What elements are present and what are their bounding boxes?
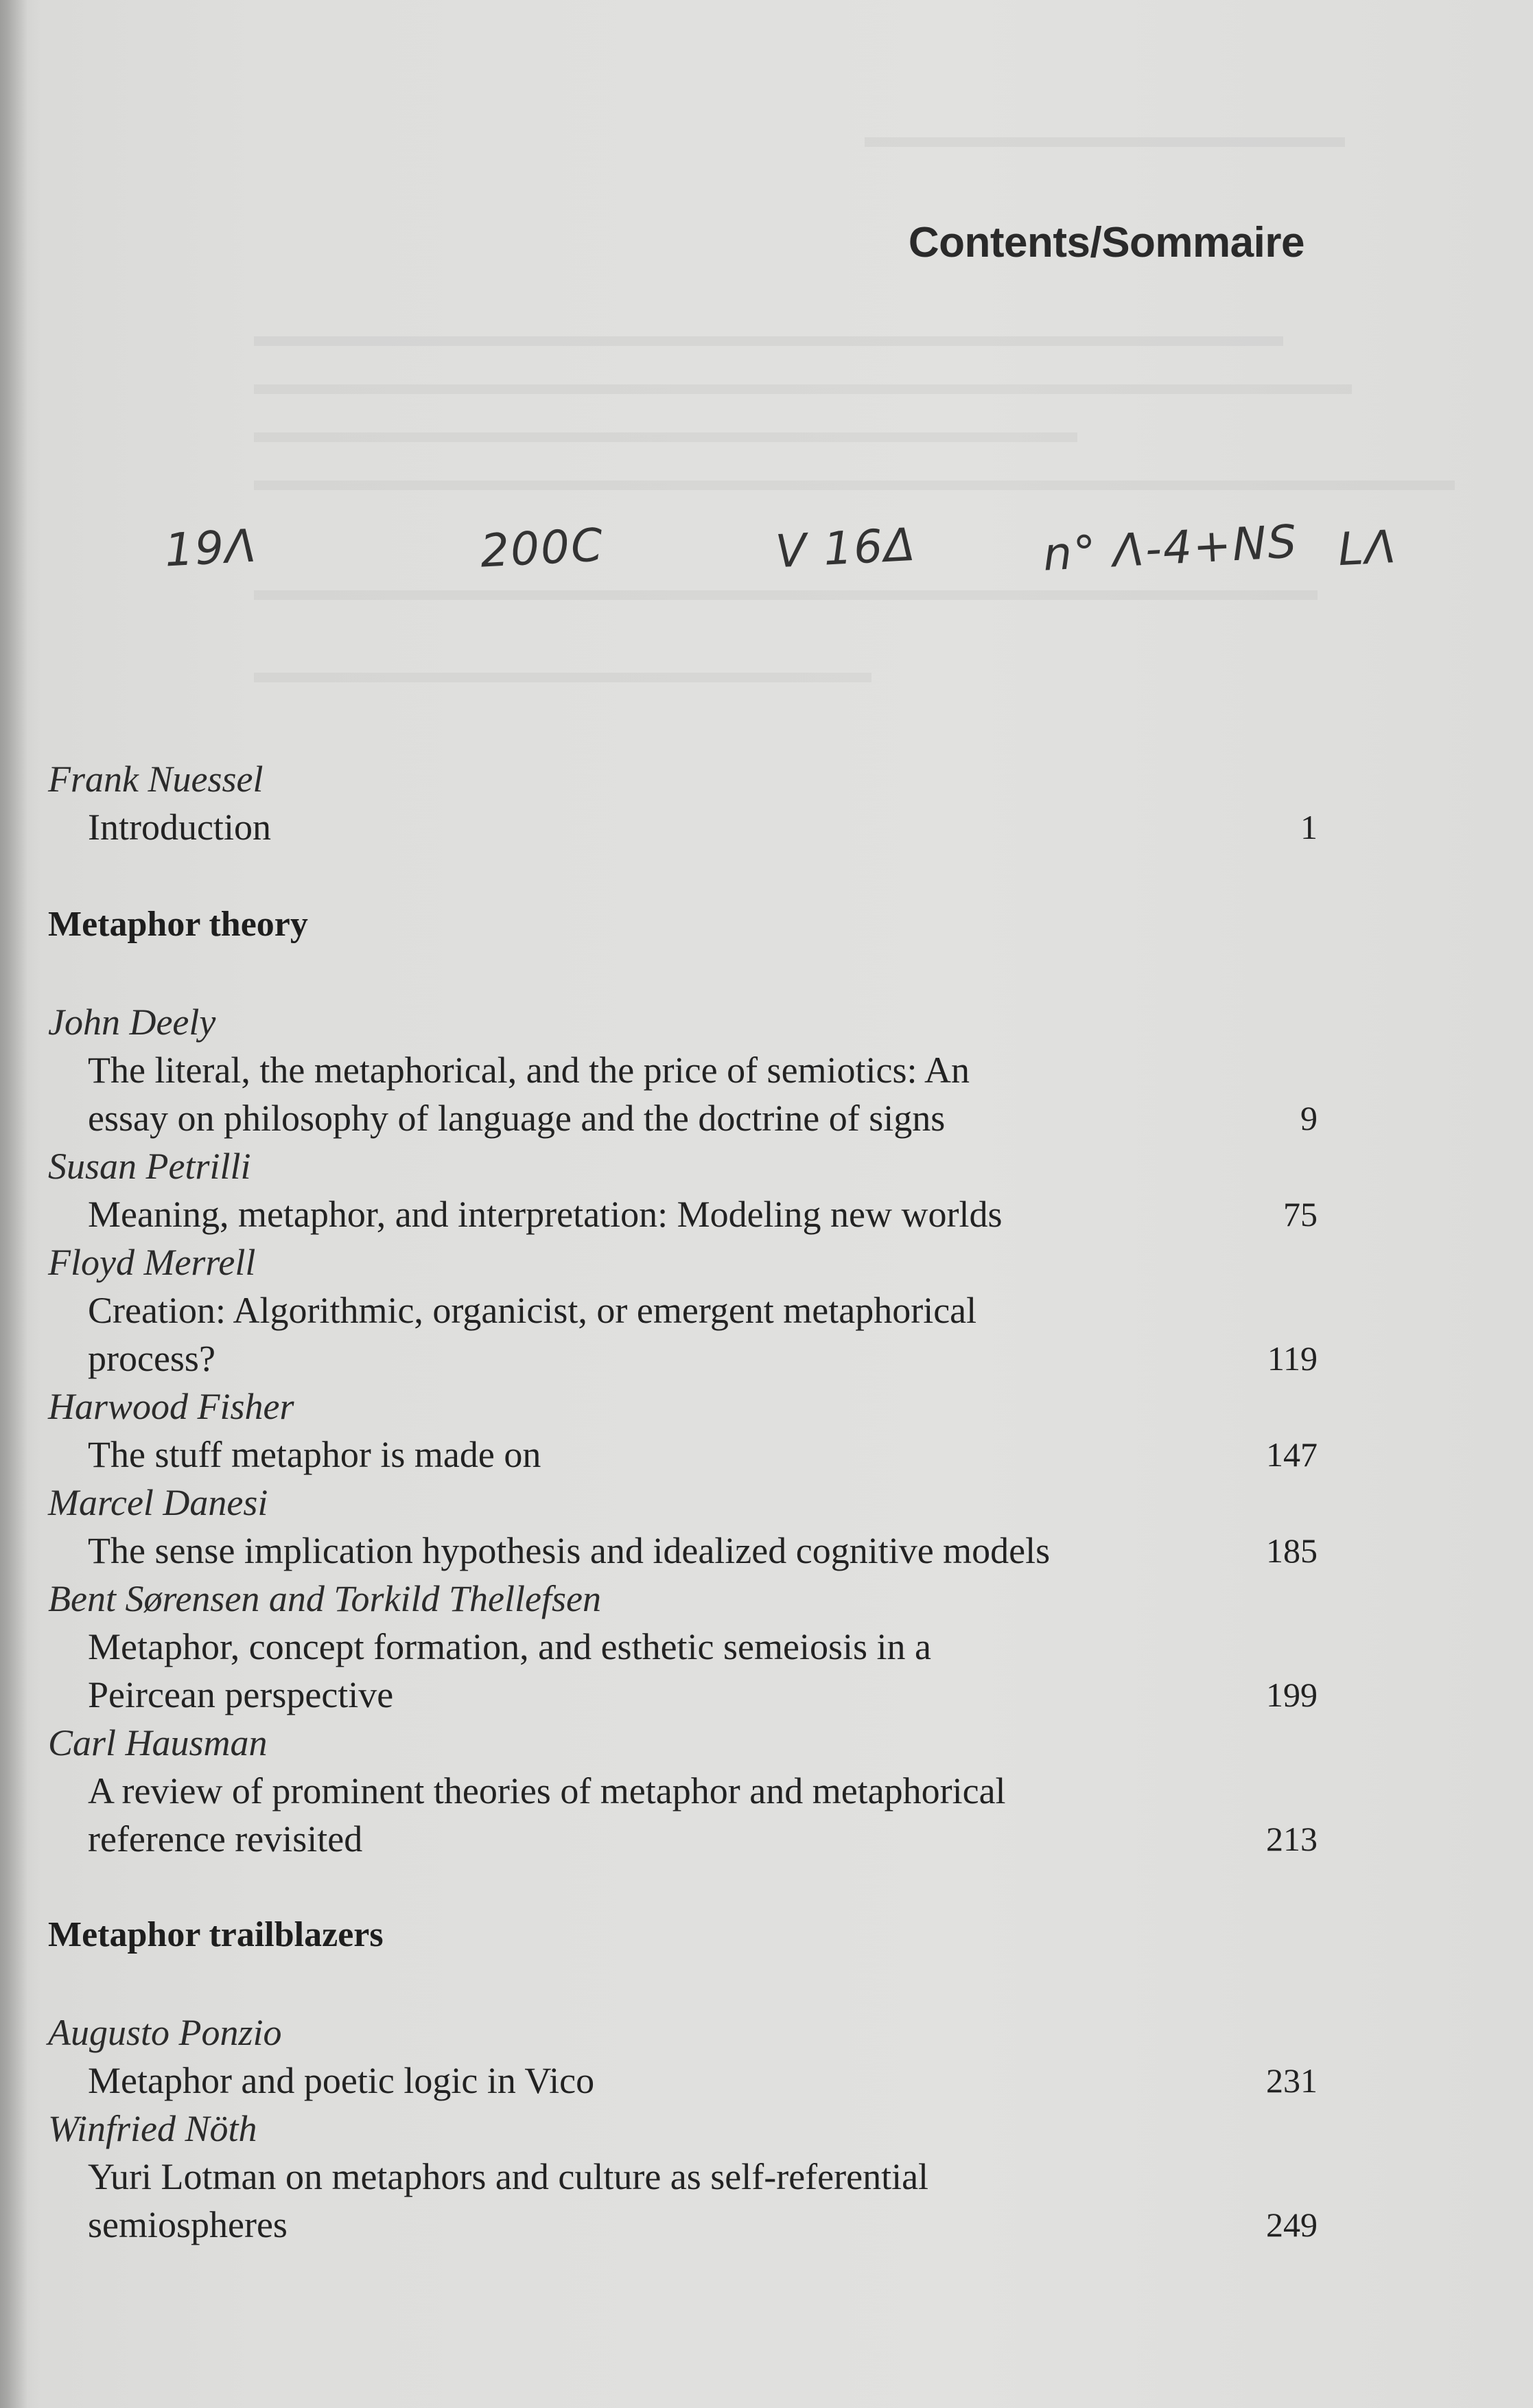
toc-entry-intro	[48, 755, 1318, 851]
entry-title-line: The stuff metaphor is made on	[88, 1434, 541, 1475]
entry-title-line: The literal, the metaphorical, and the price of semiotics: An	[88, 1050, 970, 1091]
entry-page-number: 199	[1266, 1676, 1318, 1714]
entry-page-number: 249	[1266, 2206, 1318, 2244]
toc-entry	[48, 1382, 1318, 1479]
entry-title-line: Metaphor, concept formation, and esthetic semeiosis in a	[88, 1626, 931, 1667]
section-heading: Metaphor trailblazers	[48, 1915, 384, 1954]
entry-title-line: The sense implication hypothesis and idealized cognitive models	[88, 1530, 1051, 1571]
entry-page-number: 119	[1267, 1339, 1318, 1378]
entry-page-number: 147	[1266, 1435, 1318, 1474]
entry-author: John Deely	[48, 1002, 216, 1043]
entry-page-number: 213	[1266, 1820, 1318, 1858]
entry-author: Floyd Merrell	[48, 1242, 256, 1283]
toc-entry	[48, 1238, 1318, 1382]
bleed-through-lines	[865, 137, 1345, 147]
entry-page-number: 9	[1300, 1099, 1318, 1137]
toc-entry	[48, 2008, 1318, 2105]
binding-shadow	[0, 0, 27, 2408]
entry-page-number: 231	[1266, 2061, 1318, 2100]
toc-entry	[48, 1575, 1318, 1719]
toc-entry	[48, 1719, 1318, 1863]
entry-title-line: Creation: Algorithmic, organicist, or emergent metaphorical	[88, 1290, 977, 1331]
page-title: Contents/Sommaire	[908, 219, 1304, 266]
handwritten-annotation	[0, 515, 1533, 597]
entry-author: Frank Nuessel	[48, 759, 264, 800]
entry-author: Carl Hausman	[48, 1722, 268, 1763]
entry-title-line: Yuri Lotman on metaphors and culture as self-referential	[88, 2156, 929, 2197]
entry-page-number: 75	[1283, 1195, 1318, 1234]
entry-title-line: essay on philosophy of language and the doctrine of signs	[88, 1098, 946, 1139]
entry-author: Harwood Fisher	[48, 1386, 294, 1427]
toc-entry	[48, 1479, 1318, 1575]
handwritten-mark: 200C	[479, 518, 605, 578]
entry-title-line: process?	[88, 1338, 215, 1379]
handwritten-mark: n° Λ-4+NS	[1042, 515, 1300, 581]
handwritten-mark: 19Λ	[163, 519, 259, 577]
bleed-through-lines	[254, 673, 871, 682]
bleed-through-lines	[254, 432, 1077, 442]
bleed-through-lines	[254, 336, 1283, 346]
entry-page-number: 185	[1266, 1531, 1318, 1570]
entry-author: Bent Sørensen and Torkild Thellefsen	[48, 1578, 601, 1619]
handwritten-mark: V 16Δ	[774, 518, 918, 579]
entry-title-line: Meaning, metaphor, and interpretation: Modeling new worlds	[88, 1194, 1003, 1235]
entry-title-line: Metaphor and poetic logic in Vico	[88, 2060, 595, 2101]
entry-page-number: 1	[1300, 808, 1318, 846]
handwritten-mark: LΛ	[1337, 520, 1399, 577]
table-of-contents	[48, 755, 1318, 2249]
toc-entry	[48, 2105, 1318, 2249]
toc-entry	[48, 998, 1318, 1142]
entry-title-line: A review of prominent theories of metaphor and metaphorical	[88, 1770, 1006, 1811]
entry-title-line: Peircean perspective	[88, 1674, 394, 1715]
section-heading: Metaphor theory	[48, 905, 308, 944]
entry-author: Susan Petrilli	[48, 1146, 251, 1187]
entry-title-line: semiospheres	[88, 2204, 288, 2245]
bleed-through-lines	[254, 384, 1352, 394]
entry-author: Augusto Ponzio	[48, 2012, 282, 2053]
toc-entry	[48, 1142, 1318, 1238]
entry-author: Winfried Nöth	[48, 2108, 257, 2149]
bleed-through-lines	[254, 481, 1455, 490]
entry-title-line: reference revisited	[88, 1818, 363, 1860]
entry-author: Marcel Danesi	[48, 1482, 268, 1523]
entry-title: Introduction	[88, 807, 271, 848]
